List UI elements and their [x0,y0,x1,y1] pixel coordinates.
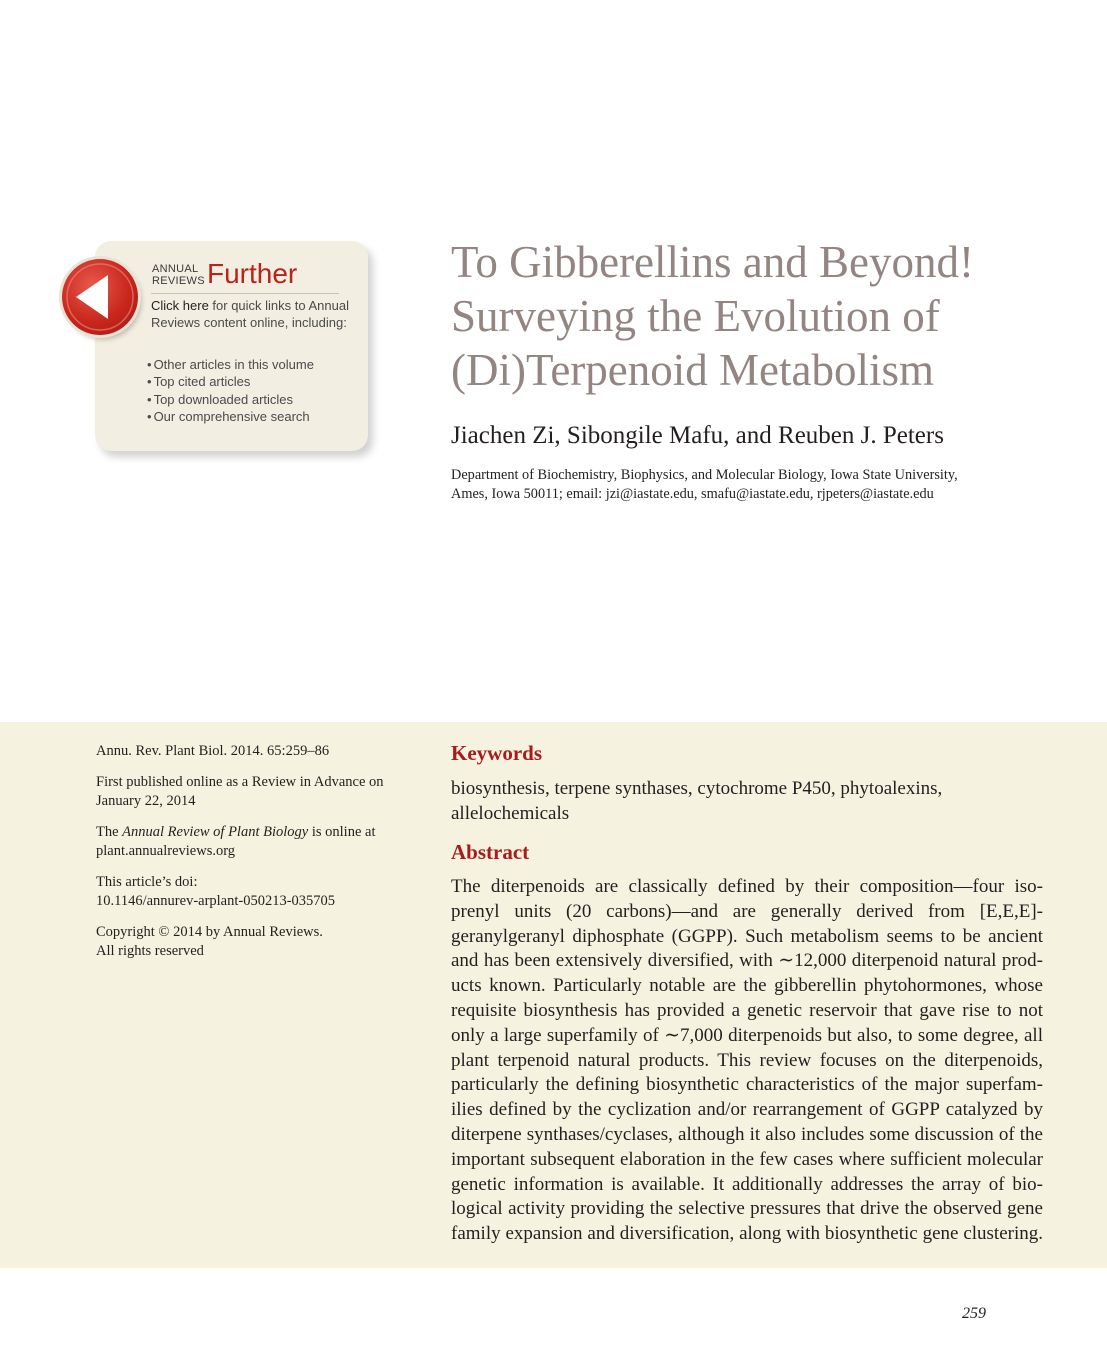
title-line: (Di)Terpenoid Metabolism [451,345,934,395]
further-links-list [147,356,314,426]
citation [96,742,416,761]
journal-pre: The [96,824,123,840]
title-line: Surveying the Evolution of [451,291,940,341]
article-title [451,235,1071,397]
published-date: January 22, 2014 [96,793,196,809]
authors: Jiachen Zi, Sibongile Mafu, and Reuben J. Peters [451,422,944,449]
annual-reviews-logo-text: ANNUAL REVIEWS [152,263,205,287]
keywords-heading: Keywords [451,741,542,765]
journal-info [96,823,416,861]
abstract-line: important subsequent elaboration in the few cases where sufficient molecular [451,1148,1043,1170]
copyright-info [96,923,416,961]
journal-line [96,823,416,842]
keywords-list [451,776,1011,826]
abstract-line: requisite biosynthesis has provided a genetic reservoir that gave rise to not [451,999,1043,1021]
abstract-line: ilies defined by the cyclization and/or rearrangement of GGPP catalyzed by [451,1099,1043,1121]
citation-text: Annu. Rev. Plant Biol. 2014. 65:259–86 [96,743,330,759]
article-meta [96,742,416,973]
abstract-line: geranylgeranyl diphosphate (GGPP). Such metabolism seems to be ancient [451,925,1043,947]
keywords-line: allelochemicals [451,803,570,824]
page-number: 259 [962,1305,986,1322]
abstract-line: plant terpenoid natural products. This review focuses on the diterpenoids, [451,1049,1043,1071]
abstract-line: genetic information is available. It additionally addresses the array of bio- [451,1173,1043,1195]
further-intro [151,297,351,332]
further-divider [151,293,339,294]
abstract-heading: Abstract [451,840,530,864]
abstract-line: only a large superfamily of ∼7,000 diterpenoids but also, to some degree, all [451,1024,1043,1046]
abstract-line: family expansion and diversification, along with biosynthetic gene clustering. [451,1223,1043,1245]
affiliation-line: Department of Biochemistry, Biophysics, and Molecular Biology, Iowa State University, [451,467,958,483]
abstract-body [451,875,1043,1247]
abstract-line: logical activity providing the selective pressures that drive the observed gene [451,1198,1043,1220]
published-line: First published online as a Review in Advance on [96,774,384,790]
affiliation-line: Ames, Iowa 50011; email: jzi@iastate.edu, smafu@iastate.edu, rjpeters@iastate.edu [451,486,934,502]
published-info [96,773,416,811]
further-link-search[interactable]: • Our comprehensive search [147,408,314,425]
doi-label: This article’s doi: [96,874,198,890]
journal-name: Annual Review of Plant Biology [122,824,309,840]
title-line: To Gibberellins and Beyond! [451,237,974,287]
abstract-line: particularly the defining biosynthetic characteristics of the major superfam- [451,1074,1043,1096]
further-title: Further [207,258,298,289]
affiliation [451,466,1051,504]
further-link-other-articles[interactable]: • Other articles in this volume [147,356,314,373]
journal-url[interactable]: plant.annualreviews.org [96,843,236,859]
abstract-line: and has been extensively diversified, with ∼12,000 diterpenoid natural prod- [451,950,1043,972]
abstract-line: ucts known. Particularly notable are the gibberellin phytohormones, whose [451,975,1043,997]
rights-text: All rights reserved [96,943,204,959]
click-here-link[interactable]: Click here [151,298,209,313]
further-intro-text: for quick links to Annual Reviews content online, including: [151,298,349,331]
abstract-line: prenyl units (20 carbons)—and are generally derived from [E,E,E]- [451,900,1043,922]
further-link-top-cited[interactable]: • Top cited articles [147,373,314,390]
keywords-line: biosynthesis, terpene synthases, cytochrome P450, phytoalexins, [451,778,943,799]
abstract-line: The diterpenoids are classically defined by their composition—four iso- [451,876,1043,897]
journal-post: is online at [308,824,376,840]
further-arrow-icon[interactable] [62,259,138,335]
doi-value[interactable]: 10.1146/annurev-arplant-050213-035705 [96,893,336,909]
further-link-top-downloaded[interactable]: • Top downloaded articles [147,391,314,408]
copyright-text: Copyright © 2014 by Annual Reviews. [96,924,323,940]
doi-info [96,873,416,911]
abstract-line: diterpene synthases/cyclases, although it also includes some discussion of the [451,1123,1043,1145]
